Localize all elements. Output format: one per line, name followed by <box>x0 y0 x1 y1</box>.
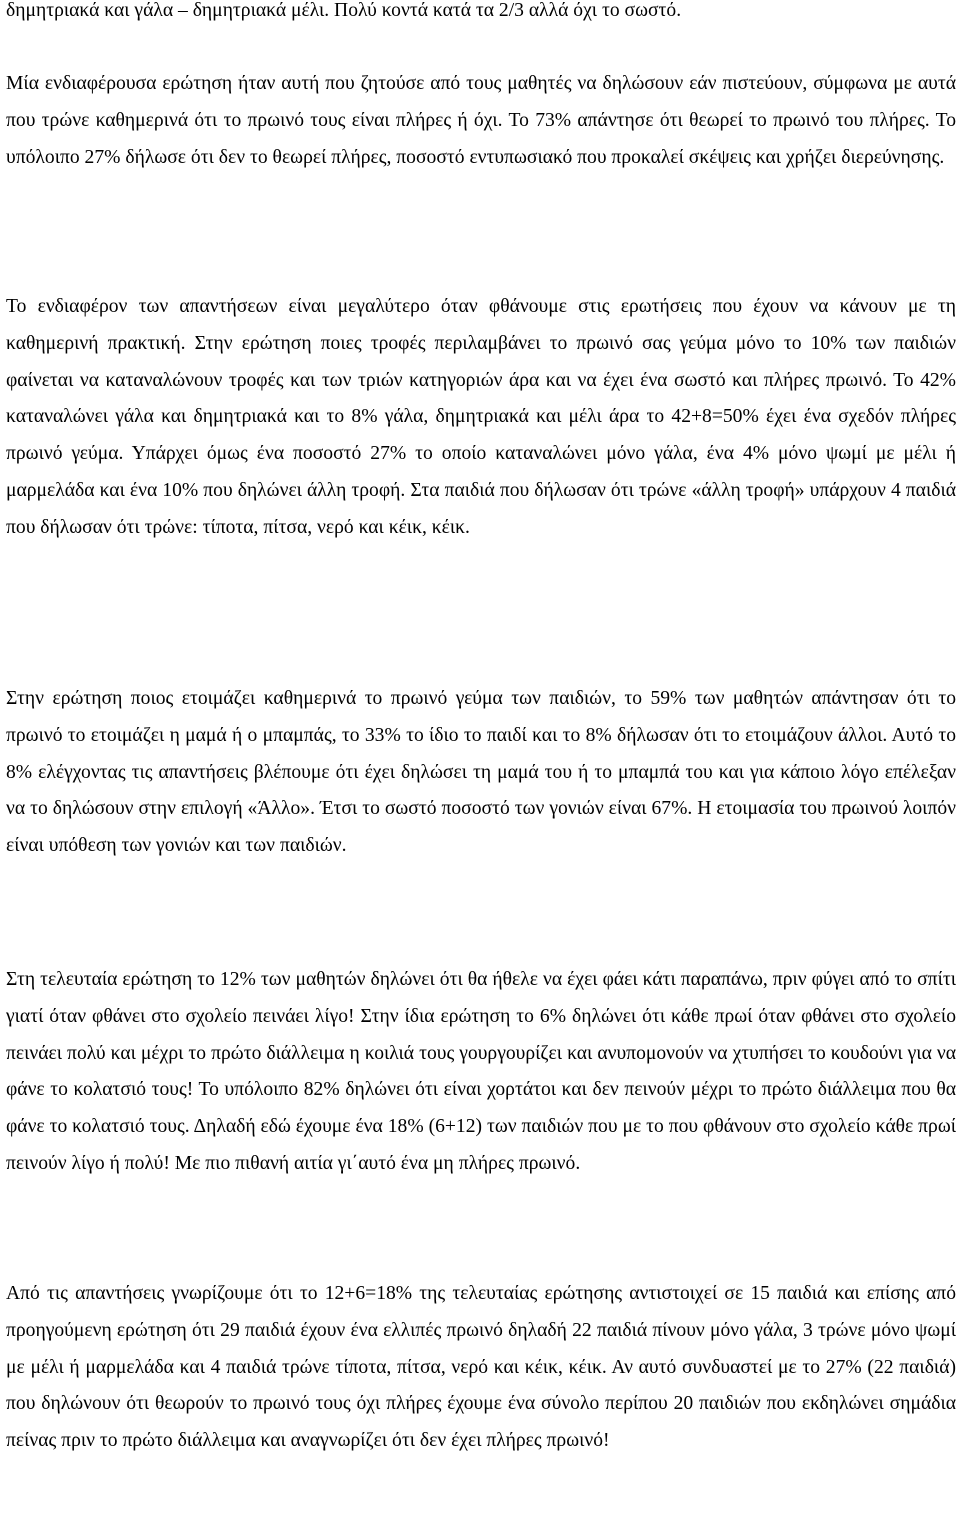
paragraph-hunger-at-school: Στη τελευταία ερώτηση το 12% των μαθητών δηλώνει ότι θα ήθελε να έχει φάει κάτι παραπάνω, πριν φύγει από το σπίτι γιατί όταν φθάνει στο σχολείο πεινάει λίγο! Στην ίδια ερώτηση το 6% δηλώνει ότι κάθε πρωί όταν φθάνει στο σχολείο πεινάει πολύ και μέχρι το πρώτο διάλλειμα η κοιλιά τους γουργουρίζει και ανυπομονούν να χτυπήσει το κουδούνι για να φάνε το κολατσιό τους! Το υπόλοιπο 82% δηλώνει ότι είναι χορτάτοι και δεν πεινούν μέχρι το πρώτο διάλλειμα που θα φάνε το κολατσιό τους. Δηλαδή εδώ έχουμε ένα 18% (6+12) των παιδιών που με το που φθάνουν στο σχολείο κάθε πρωί πεινούν λίγο ή πολύ! Με πιο πιθανή αιτία γι΄αυτό ένα μη πλήρες πρωινό. <box>6 969 956 1174</box>
paragraph-who-prepares-breakfast: Στην ερώτηση ποιος ετοιμάζει καθημερινά το πρωινό γεύμα των παιδιών, το 59% των μαθητών απάντησαν ότι το πρωινό το ετοιμάζει η μαμά ή ο μπαμπάς, το 33% το ίδιο το παιδί και το 8% δήλωσαν ότι το ετοιμάζουν άλλοι. Αυτό το 8% ελέγχοντας τις απαντήσεις βλέπουμε ότι έχει δηλώσει τη μαμά του ή το μπαμπά του και για κάποιο λόγο επέλεξαν να το δηλώσουν στην επιλογή «Άλλο». Έτσι το σωστό ποσοστό των γονιών είναι 67%. Η ετοιμασία του πρωινού λοιπόν είναι υπόθεση των γονιών και των παιδιών. <box>6 688 956 857</box>
paragraph-breakfast-composition-end: δημητριακά και γάλα – δημητριακά μέλι. Πολύ κοντά κατά τα 2/3 αλλά όχι το σωστό. <box>6 0 682 21</box>
paragraph-conclusion: Από τις απαντήσεις γνωρίζουμε ότι το 12+6=18% της τελευταίας ερώτησης αντιστοιχεί σε 15 παιδιά και επίσης από προηγούμενη ερώτηση ότι 29 παιδιά έχουν ένα ελλιπές πρωινό δηλαδή 22 παιδιά πίνουν μόνο γάλα, 3 τρώνε μόνο ψωμί με μέλι ή μαρμελάδα και 4 παιδιά τρώνε τίποτα, πίτσα, νερό και κέικ, κέικ. Αν αυτό συνδυαστεί με το 27% (22 παιδιά) που δηλώνουν ότι θεωρούν το πρωινό τους όχι πλήρες έχουμε ένα σύνολο περίπου 20 παιδιών που εκδηλώνει σημάδια πείνας πριν το πρώτο διάλλειμα και αναγνωρίζει ότι δεν έχει πλήρες πρωινό! <box>6 1283 956 1452</box>
paragraph-complete-breakfast-opinion: Μία ενδιαφέρουσα ερώτηση ήταν αυτή που ζητούσε από τους μαθητές να δηλώσουν εάν πιστεύουν, σύμφωνα με αυτά που τρώνε καθημερινά ότι το πρωινό τους είναι πλήρες ή όχι. Το 73% απάντησε ότι θεωρεί το πρωινό του πλήρες. Το υπόλοιπο 27% δήλωσε ότι δεν το θεωρεί πλήρες, ποσοστό εντυπωσιακό που προκαλεί σκέψεις και χρήζει διερεύνησης. <box>6 73 956 168</box>
paragraph-breakfast-foods: Το ενδιαφέρον των απαντήσεων είναι μεγαλύτερο όταν φθάνουμε στις ερωτήσεις που έχουν να κάνουν με τη καθημερινή πρακτική. Στην ερώτηση ποιες τροφές περιλαμβάνει το πρωινό σας γεύμα μόνο το 10% των παιδιών φαίνεται να καταναλώνουν τροφές και των τριών κατηγοριών άρα και να έχει ένα σωστό και πλήρες πρωινό. Το 42% καταναλώνει γάλα και δημητριακά και το 8% γάλα, δημητριακά και μέλι άρα το 42+8=50% έχει ένα σχεδόν πλήρες πρωινό γεύμα. Υπάρχει όμως ένα ποσοστό 27% το οποίο καταναλώνει μόνο γάλα, ένα 4% μόνο ψωμί με μέλι ή μαρμελάδα και ένα 10% που δηλώνει άλλη τροφή. Στα παιδιά που δήλωσαν ότι τρώνε «άλλη τροφή» υπάρχουν 4 παιδιά που δήλωσαν ότι τρώνε: τίποτα, πίτσα, νερό και κέικ, κέικ. <box>6 296 956 538</box>
